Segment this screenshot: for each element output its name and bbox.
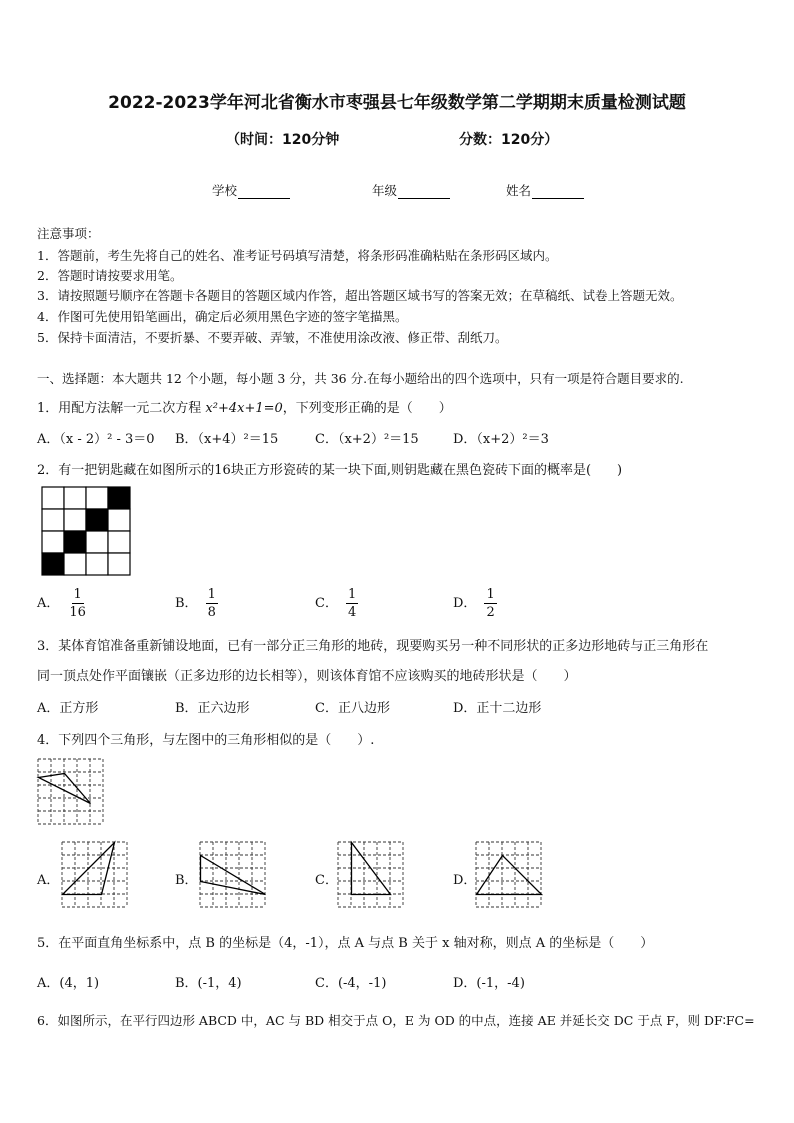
question-4-stem: 4．下列四个三角形，与左图中的三角形相似的是（ ）. xyxy=(37,733,375,748)
white-tile xyxy=(108,509,130,531)
question-1-stem: 1．用配方法解一元二次方程 x²+4x+1=0，下列变形正确的是（ ） xyxy=(37,401,452,416)
q4-option-d: D． xyxy=(453,873,477,888)
grade-blank xyxy=(398,186,450,199)
school-label: 学校 xyxy=(212,183,238,198)
white-tile xyxy=(64,509,86,531)
triangle xyxy=(477,856,542,895)
q1-option-d: D．（x+2）²＝3 xyxy=(453,432,549,447)
q3-option-b: B．正六边形 xyxy=(175,701,250,716)
white-tile xyxy=(86,487,108,509)
grade-field xyxy=(372,181,450,199)
q1-option-a: A．（x - 2）² - 3＝0 xyxy=(37,432,155,447)
q2-option-a: A． $\frac{1}{16}$ xyxy=(37,587,86,620)
q2-option-c: C． $\frac{1}{4}$ xyxy=(315,587,357,620)
q4-option-a-figure xyxy=(62,842,128,911)
white-tile xyxy=(86,553,108,575)
q2-option-d: D． $\frac{1}{2}$ xyxy=(453,587,495,620)
notice-item: 4．作图可先使用铅笔画出，确定后必须用黑色字迹的签字笔描黑。 xyxy=(37,309,408,324)
fraction: $\frac{1}{16}$ xyxy=(69,587,86,620)
q4-option-c: C． xyxy=(315,873,338,888)
fraction: $\frac{1}{4}$ xyxy=(347,587,357,620)
tile-grid-figure xyxy=(42,487,130,575)
q4-option-b: B． xyxy=(175,873,198,888)
question-5-stem: 5．在平面直角坐标系中，点 B 的坐标是（4，-1），点 A 与点 B 关于 x 轴对称，则点 A 的坐标是（ ） xyxy=(37,936,654,951)
q5-option-d: D．(-1，-4) xyxy=(453,976,525,991)
fraction: $\frac{1}{2}$ xyxy=(486,587,495,620)
grade-label: 年级 xyxy=(372,183,398,198)
white-tile xyxy=(64,487,86,509)
notice-item: 3．请按照题号顺序在答题卡各题目的答题区域内作答，超出答题区域书写的答案无效；在草稿纸、试卷上答题无效。 xyxy=(37,288,683,303)
black-tile xyxy=(86,509,108,531)
notice-heading: 注意事项： xyxy=(37,226,100,241)
white-tile xyxy=(86,531,108,553)
school-blank xyxy=(238,186,290,199)
notice-item: 2．答题时请按要求用笔。 xyxy=(37,268,183,283)
q5-option-a: A．(4，1) xyxy=(37,976,100,991)
q1-option-c: C．（x+2）²＝15 xyxy=(315,432,419,447)
q4-option-d-figure xyxy=(476,842,542,911)
q4-option-c-figure xyxy=(338,842,404,911)
reference-triangle-figure xyxy=(38,759,104,828)
q4-option-a: A． xyxy=(37,873,60,888)
exam-time: （时间：120分钟 xyxy=(226,132,340,148)
q5-option-b: B．(-1，4) xyxy=(175,976,242,991)
white-tile xyxy=(42,487,64,509)
triangle xyxy=(201,856,266,895)
triangle xyxy=(352,843,391,895)
black-tile xyxy=(64,531,86,553)
q4-option-b-figure xyxy=(200,842,266,911)
equation: x²+4x+1=0 xyxy=(205,401,283,416)
notice-item: 5．保持卡面清洁，不要折暴、不要弄破、弄皱，不准使用涂改液、修正带、刮纸刀。 xyxy=(37,330,508,345)
white-tile xyxy=(64,553,86,575)
q3-option-c: C．正八边形 xyxy=(315,701,390,716)
white-tile xyxy=(42,531,64,553)
white-tile xyxy=(108,553,130,575)
fraction: $\frac{1}{8}$ xyxy=(207,587,216,620)
exam-score: 分数：120分） xyxy=(459,132,559,148)
triangle xyxy=(39,774,91,804)
question-3-stem-line2: 同一顶点处作平面镶嵌（正多边形的边长相等），则该体育馆不应该购买的地砖形状是（ ） xyxy=(37,669,577,684)
question-2-stem: 2．有一把钥匙藏在如图所示的16块正方形瓷砖的某一块下面,则钥匙藏在黑色瓷砖下面的概率是( ) xyxy=(37,463,623,478)
q3-option-d: D．正十二边形 xyxy=(453,701,542,716)
name-label: 姓名 xyxy=(506,183,532,198)
name-field xyxy=(506,181,584,199)
question-3-stem-line1: 3．某体育馆准备重新铺设地面，已有一部分正三角形的地砖，现要购买另一种不同形状的正多边形地砖与正三角形在 xyxy=(37,639,709,654)
black-tile xyxy=(42,553,64,575)
white-tile xyxy=(108,531,130,553)
section-heading: 一、选择题：本大题共 12 个小题，每小题 3 分，共 36 分.在每小题给出的四个选项中，只有一项是符合题目要求的. xyxy=(37,371,684,386)
triangle xyxy=(63,843,115,895)
exam-title: 2022-2023学年河北省衡水市枣强县七年级数学第二学期期末质量检测试题 xyxy=(108,93,686,113)
black-tile xyxy=(108,487,130,509)
white-tile xyxy=(42,509,64,531)
q1-option-b: B．（x+4）²＝15 xyxy=(175,432,279,447)
q3-option-a: A．正方形 xyxy=(37,701,99,716)
school-field xyxy=(212,181,290,199)
q2-option-b: B． $\frac{1}{8}$ xyxy=(175,587,216,620)
question-6-stem: 6．如图所示，在平行四边形 ABCD 中，AC 与 BD 相交于点 O，E 为 OD 的中点，连接 AE 并延长交 DC 于点 F，则 DF∶FC= xyxy=(37,1013,755,1028)
name-blank xyxy=(532,186,584,199)
notice-item: 1．答题前，考生先将自己的姓名、准考证号码填写清楚，将条形码准确粘贴在条形码区域内。 xyxy=(37,248,558,263)
q5-option-c: C．(-4，-1) xyxy=(315,976,387,991)
